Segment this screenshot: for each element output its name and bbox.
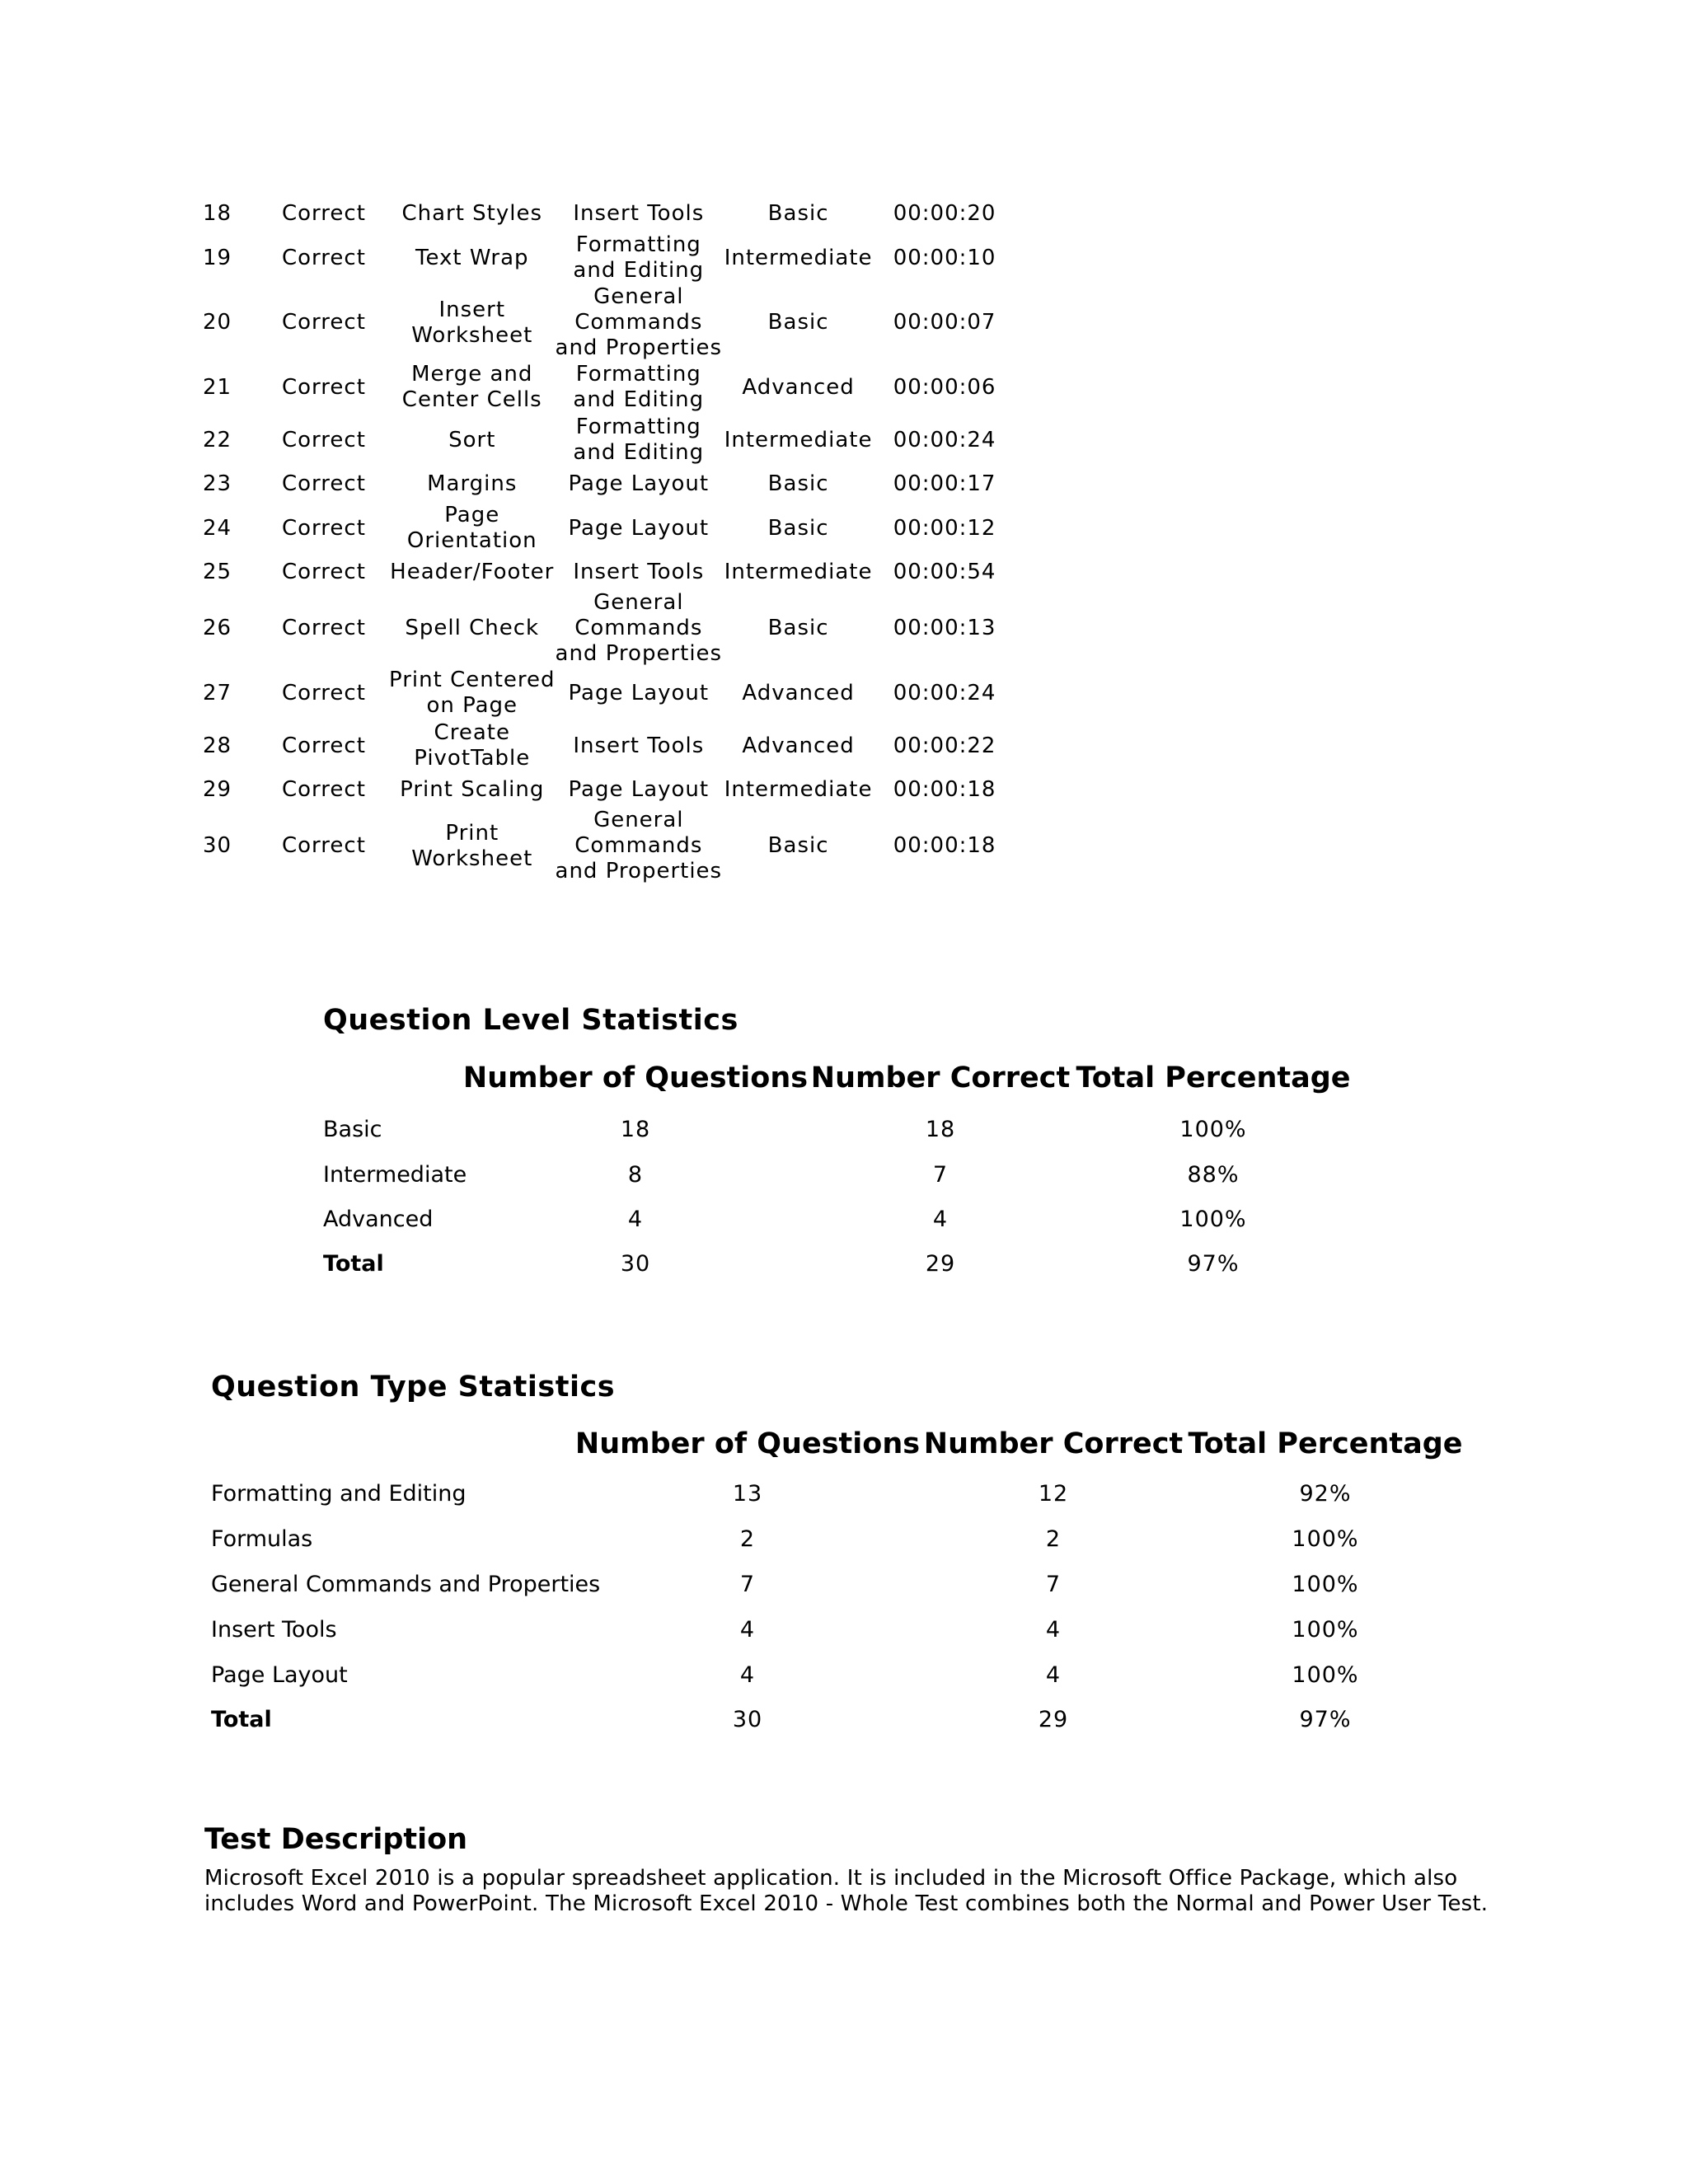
question-time-cell — [874, 808, 1015, 884]
question-time: 00:00:54 — [893, 560, 996, 584]
level-row-label: Intermediate — [323, 1162, 467, 1188]
question-topic: Margins — [427, 471, 518, 496]
question-level-cell — [722, 414, 874, 466]
question-time: 00:00:24 — [893, 427, 996, 452]
type-row-percentage: 100% — [1292, 1617, 1359, 1643]
level-header-questions: Number of Questions — [462, 1062, 809, 1094]
level-total-label: Total — [323, 1251, 384, 1277]
question-topic-cell — [389, 808, 556, 884]
question-row — [203, 466, 1015, 502]
question-number-cell — [203, 667, 282, 719]
type-row-questions: 13 — [732, 1481, 763, 1507]
question-category-cell — [556, 196, 723, 232]
question-topic: Worksheet — [411, 846, 533, 871]
question-time: 00:00:20 — [893, 201, 996, 226]
question-topic-cell — [389, 466, 556, 502]
type-header-questions: Number of Questions — [574, 1427, 921, 1460]
question-level: Basic — [767, 201, 829, 226]
question-category: Page Layout — [568, 680, 710, 705]
question-row — [203, 232, 1015, 284]
question-category-cell — [556, 808, 723, 884]
type-total-percentage: 97% — [1299, 1707, 1352, 1732]
question-result-cell — [282, 196, 389, 232]
question-time: 00:00:24 — [893, 680, 996, 705]
level-row-label: Advanced — [323, 1207, 434, 1232]
question-result: Correct — [282, 833, 366, 858]
question-time-cell — [874, 590, 1015, 667]
question-topic: PivotTable — [414, 746, 531, 771]
question-number-cell — [203, 555, 282, 590]
question-row — [203, 555, 1015, 590]
question-time-cell — [874, 719, 1015, 772]
level-row-correct: 7 — [932, 1162, 949, 1188]
question-time: 00:00:18 — [893, 777, 996, 802]
question-topic: on Page — [426, 693, 518, 718]
question-result-cell — [282, 772, 389, 808]
question-category-cell — [556, 590, 723, 667]
question-result: Correct — [282, 733, 366, 758]
question-row — [203, 196, 1015, 232]
type-total-label: Total — [211, 1707, 272, 1732]
question-result-cell — [282, 667, 389, 719]
question-topic: Create — [434, 720, 510, 745]
question-number: 23 — [203, 471, 232, 496]
question-category: Commands — [574, 616, 703, 640]
question-category: and Properties — [555, 335, 723, 360]
question-topic-cell — [389, 555, 556, 590]
question-result: Correct — [282, 515, 366, 541]
question-number-cell — [203, 772, 282, 808]
question-time-cell — [874, 414, 1015, 466]
question-number-cell — [203, 232, 282, 284]
question-results-table — [203, 196, 1015, 884]
question-level: Basic — [767, 515, 829, 541]
question-number: 25 — [203, 560, 232, 584]
question-time-cell — [874, 667, 1015, 719]
question-row — [203, 361, 1015, 414]
question-time: 00:00:10 — [893, 245, 996, 270]
level-row-questions: 18 — [620, 1117, 651, 1142]
question-topic: Chart Styles — [401, 201, 543, 226]
question-level: Basic — [767, 310, 829, 335]
question-topic: Merge and — [411, 362, 533, 387]
type-row-questions: 7 — [739, 1572, 756, 1597]
question-number: 18 — [203, 201, 232, 226]
question-row — [203, 667, 1015, 719]
question-category: Page Layout — [568, 515, 710, 541]
question-row — [203, 808, 1015, 884]
question-number-cell — [203, 196, 282, 232]
question-time-cell — [874, 232, 1015, 284]
question-category: Insert Tools — [573, 201, 705, 226]
question-level-cell — [722, 808, 874, 884]
question-time-cell — [874, 466, 1015, 502]
question-category-cell — [556, 361, 723, 414]
question-level-cell — [722, 232, 874, 284]
question-number-cell — [203, 284, 282, 361]
type-row-percentage: 100% — [1292, 1526, 1359, 1552]
question-level: Basic — [767, 471, 829, 496]
question-level-cell — [722, 772, 874, 808]
level-row-questions: 4 — [627, 1207, 644, 1232]
question-level: Advanced — [742, 374, 855, 400]
question-category: Commands — [574, 310, 703, 335]
question-result: Correct — [282, 560, 366, 584]
question-number: 28 — [203, 733, 232, 758]
level-row-percentage: 100% — [1179, 1207, 1247, 1232]
question-level: Basic — [767, 616, 829, 640]
level-row-percentage: 100% — [1179, 1117, 1247, 1142]
question-time: 00:00:07 — [893, 310, 996, 335]
question-category-cell — [556, 667, 723, 719]
question-category-cell — [556, 414, 723, 466]
question-result: Correct — [282, 680, 366, 705]
question-category-cell — [556, 719, 723, 772]
question-result-cell — [282, 808, 389, 884]
question-result: Correct — [282, 245, 366, 270]
type-row-questions: 4 — [739, 1662, 756, 1688]
question-topic-cell — [389, 284, 556, 361]
question-topic: Spell Check — [405, 616, 540, 640]
question-level: Intermediate — [724, 560, 873, 584]
question-topic: Print Scaling — [400, 777, 545, 802]
type-row-percentage: 100% — [1292, 1572, 1359, 1597]
question-number: 21 — [203, 374, 232, 400]
question-time: 00:00:22 — [893, 733, 996, 758]
question-topic: Page — [444, 503, 500, 527]
question-topic: Text Wrap — [415, 245, 529, 270]
question-category: General — [593, 808, 684, 832]
type-header-percentage: Total Percentage — [1188, 1427, 1463, 1460]
question-time: 00:00:18 — [893, 833, 996, 858]
question-topic: Header/Footer — [390, 560, 555, 584]
question-result: Correct — [282, 616, 366, 640]
level-row-correct: 4 — [932, 1207, 949, 1232]
question-topic-cell — [389, 414, 556, 466]
level-header-correct: Number Correct — [810, 1062, 1071, 1094]
question-number: 26 — [203, 616, 232, 640]
question-number: 30 — [203, 833, 232, 858]
question-number-cell — [203, 466, 282, 502]
question-time: 00:00:13 — [893, 616, 996, 640]
type-header-correct: Number Correct — [923, 1427, 1184, 1460]
question-level: Intermediate — [724, 427, 873, 452]
level-row-percentage: 88% — [1187, 1162, 1240, 1188]
question-topic: Print Centered — [389, 668, 556, 692]
question-topic-cell — [389, 232, 556, 284]
question-level-cell — [722, 502, 874, 555]
level-row-label: Basic — [323, 1117, 382, 1142]
question-level: Basic — [767, 833, 829, 858]
type-total-correct: 29 — [1038, 1707, 1069, 1732]
question-topic: Insert — [438, 297, 506, 322]
question-category: and Editing — [573, 387, 705, 412]
question-category: Formatting — [575, 415, 701, 439]
question-result-cell — [282, 466, 389, 502]
question-level-cell — [722, 555, 874, 590]
question-category: General — [593, 284, 684, 309]
question-level-cell — [722, 667, 874, 719]
type-row-label: Formatting and Editing — [211, 1481, 467, 1507]
question-row — [203, 414, 1015, 466]
question-number-cell — [203, 502, 282, 555]
test-description-title: Test Description — [204, 1823, 468, 1856]
question-time-cell — [874, 196, 1015, 232]
question-level-cell — [722, 284, 874, 361]
type-row-label: General Commands and Properties — [211, 1572, 601, 1597]
question-topic-cell — [389, 667, 556, 719]
type-row-percentage: 92% — [1299, 1481, 1352, 1507]
question-level: Intermediate — [724, 777, 873, 802]
question-result: Correct — [282, 201, 366, 226]
question-level: Advanced — [742, 680, 855, 705]
question-category: and Properties — [555, 859, 723, 883]
question-result: Correct — [282, 374, 366, 400]
level-stats-title: Question Level Statistics — [323, 1004, 738, 1037]
question-number-cell — [203, 361, 282, 414]
type-row-questions: 2 — [739, 1526, 756, 1552]
type-row-correct: 4 — [1045, 1617, 1062, 1643]
question-topic: Center Cells — [401, 387, 542, 412]
type-row-correct: 4 — [1045, 1662, 1062, 1688]
question-topic-cell — [389, 719, 556, 772]
question-category: and Editing — [573, 258, 705, 283]
question-result-cell — [282, 414, 389, 466]
question-category-cell — [556, 284, 723, 361]
type-row-label: Insert Tools — [211, 1617, 337, 1643]
question-topic-cell — [389, 502, 556, 555]
question-time-cell — [874, 361, 1015, 414]
question-number-cell — [203, 414, 282, 466]
question-level-cell — [722, 590, 874, 667]
level-total-questions: 30 — [620, 1251, 651, 1277]
question-level-cell — [722, 361, 874, 414]
question-category-cell — [556, 555, 723, 590]
question-category-cell — [556, 232, 723, 284]
question-number: 22 — [203, 427, 232, 452]
question-topic: Orientation — [406, 528, 537, 553]
question-result: Correct — [282, 471, 366, 496]
question-category: Formatting — [575, 232, 701, 257]
question-topic-cell — [389, 772, 556, 808]
test-description-text: Microsoft Excel 2010 is a popular spreadsheet application. It is included in the Microsoft Office Package, which also includes Word and PowerPoint. The Microsoft Excel 2010 - Whole Test combines both the Normal and Power User Test. — [204, 1866, 1489, 1916]
level-total-percentage: 97% — [1187, 1251, 1240, 1277]
question-result-cell — [282, 502, 389, 555]
question-category: Formatting — [575, 362, 701, 387]
type-row-correct: 2 — [1045, 1526, 1062, 1552]
question-number: 20 — [203, 310, 232, 335]
type-row-correct: 12 — [1038, 1481, 1069, 1507]
type-total-questions: 30 — [732, 1707, 763, 1732]
question-result: Correct — [282, 427, 366, 452]
question-category: Insert Tools — [573, 560, 705, 584]
question-category-cell — [556, 502, 723, 555]
question-number: 24 — [203, 515, 232, 541]
question-time: 00:00:06 — [893, 374, 996, 400]
question-category: General — [593, 590, 684, 615]
question-category: Insert Tools — [573, 733, 705, 758]
question-category: and Editing — [573, 440, 705, 465]
question-level-cell — [722, 466, 874, 502]
question-category: Commands — [574, 833, 703, 858]
question-time-cell — [874, 555, 1015, 590]
question-time: 00:00:17 — [893, 471, 996, 496]
question-category-cell — [556, 772, 723, 808]
question-result-cell — [282, 719, 389, 772]
question-row — [203, 772, 1015, 808]
level-row-correct: 18 — [925, 1117, 956, 1142]
question-time-cell — [874, 772, 1015, 808]
question-topic-cell — [389, 361, 556, 414]
level-row-questions: 8 — [627, 1162, 644, 1188]
question-time-cell — [874, 284, 1015, 361]
question-level: Intermediate — [724, 245, 873, 270]
question-topic: Sort — [448, 427, 496, 452]
question-category: Page Layout — [568, 471, 710, 496]
type-row-label: Page Layout — [211, 1662, 348, 1688]
question-row — [203, 502, 1015, 555]
question-level: Advanced — [742, 733, 855, 758]
question-number-cell — [203, 808, 282, 884]
question-time-cell — [874, 502, 1015, 555]
question-number-cell — [203, 719, 282, 772]
question-result-cell — [282, 361, 389, 414]
type-row-correct: 7 — [1045, 1572, 1062, 1597]
question-result-cell — [282, 555, 389, 590]
question-category-cell — [556, 466, 723, 502]
type-row-questions: 4 — [739, 1617, 756, 1643]
question-row — [203, 590, 1015, 667]
type-row-label: Formulas — [211, 1526, 313, 1552]
question-level-cell — [722, 719, 874, 772]
question-result: Correct — [282, 310, 366, 335]
question-topic: Worksheet — [411, 322, 533, 348]
level-total-correct: 29 — [925, 1251, 956, 1277]
type-row-percentage: 100% — [1292, 1662, 1359, 1688]
level-header-percentage: Total Percentage — [1076, 1062, 1351, 1094]
question-number-cell — [203, 590, 282, 667]
question-number: 27 — [203, 680, 232, 705]
question-number: 29 — [203, 777, 232, 802]
question-level-cell — [722, 196, 874, 232]
question-result-cell — [282, 590, 389, 667]
question-category: and Properties — [555, 641, 723, 666]
question-topic-cell — [389, 196, 556, 232]
question-row — [203, 284, 1015, 361]
question-topic-cell — [389, 590, 556, 667]
question-topic: Print — [445, 820, 499, 846]
type-stats-title: Question Type Statistics — [211, 1371, 616, 1404]
question-result: Correct — [282, 777, 366, 802]
question-row — [203, 719, 1015, 772]
question-number: 19 — [203, 245, 232, 270]
question-result-cell — [282, 284, 389, 361]
question-category: Page Layout — [568, 777, 710, 802]
question-result-cell — [282, 232, 389, 284]
question-time: 00:00:12 — [893, 515, 996, 541]
